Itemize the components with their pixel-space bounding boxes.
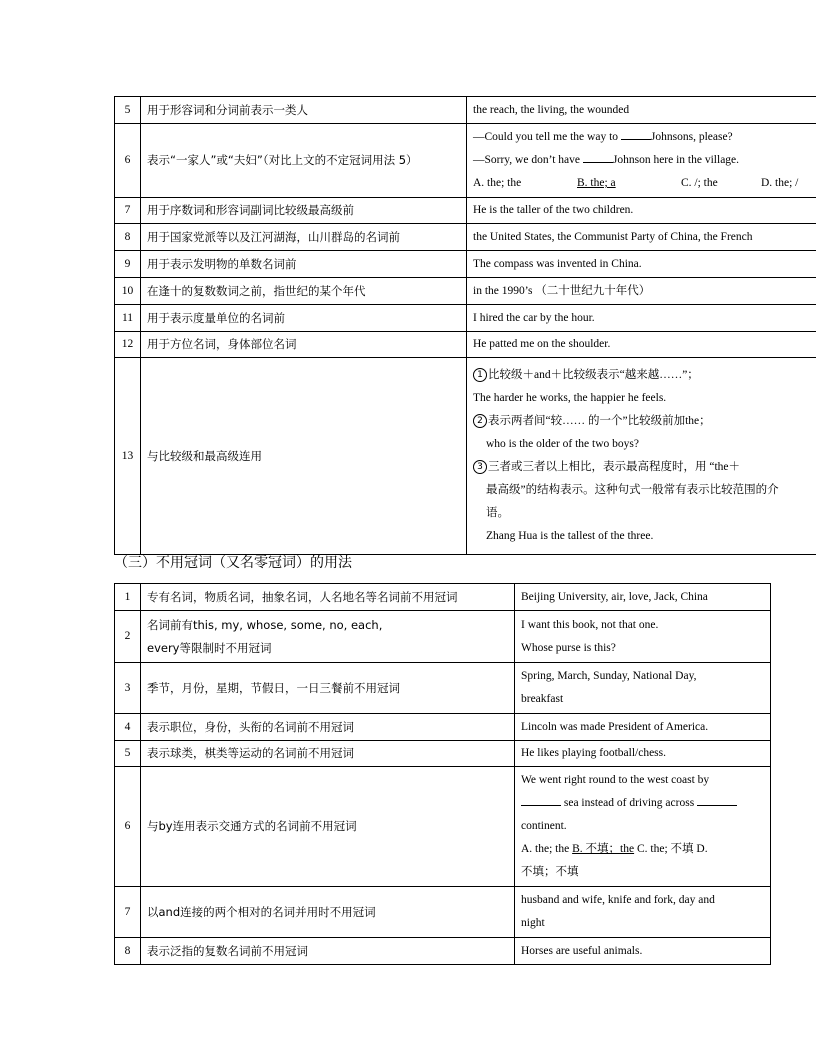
example-line: The harder he works, the happier he feels. — [473, 392, 667, 404]
usage-example: Horses are useful animals. — [515, 938, 771, 965]
usage-rule: 用于序数词和形容词副词比较级最高级前 — [141, 198, 467, 224]
example-line: husband and wife, knife and fork, day and — [521, 894, 715, 906]
usage-rule: 用于方位名词，身体部位名词 — [141, 332, 467, 358]
example-line: I want this book, not that one. — [521, 618, 659, 631]
usage-rule: 表示“一家人”或“夫妇”（对比上文的不定冠词用法 5） — [141, 124, 467, 198]
rule-line: every等限制时不用冠词 — [147, 640, 272, 655]
usage-example: I hired the car by the hour. — [467, 305, 816, 332]
table-row — [115, 124, 816, 198]
example-question: —Could you tell me the way to Johnsons, please? — [473, 126, 816, 149]
table-row — [115, 97, 816, 124]
usage-rule: 在逢十的复数数词之前，指世纪的某个年代 — [141, 278, 467, 305]
answer-blank — [621, 128, 651, 140]
usage-rule: 以and连接的两个相对的名词并用时不用冠词 — [141, 887, 515, 938]
table-row — [115, 584, 771, 611]
table-row — [115, 887, 771, 938]
row-number: 1 — [115, 584, 141, 611]
table-row — [115, 714, 771, 741]
answer-blank — [697, 794, 737, 806]
usage-rule: 与by连用表示交通方式的名词前不用冠词 — [141, 767, 515, 887]
row-number: 12 — [115, 332, 141, 358]
definite-article-usage-table — [114, 96, 816, 555]
usage-rule: 与比较级和最高级连用 — [141, 358, 467, 555]
circled-number-marker: 3 — [473, 460, 487, 474]
circled-number-marker: 2 — [473, 414, 487, 428]
usage-rule: 用于表示度量单位的名词前 — [141, 305, 467, 332]
answer-options — [473, 172, 816, 195]
example-line: sea instead of driving across — [521, 792, 764, 815]
example-line: breakfast — [521, 693, 564, 705]
usage-rule: 季节，月份，星期，节假日，一日三餐前不用冠词 — [141, 663, 515, 714]
table-row — [115, 332, 816, 358]
usage-rule: 用于国家党派等以及江河湖海，山川群岛的名词前 — [141, 224, 467, 251]
usage-example: the United States, the Communist Party of China, the French — [467, 224, 816, 251]
table-row — [115, 224, 816, 251]
example-line: 不填；不填 — [521, 866, 579, 878]
option-d: D. — [696, 843, 708, 855]
table-row — [115, 741, 771, 767]
table-row — [115, 767, 771, 887]
answer-blank — [521, 794, 561, 806]
table-row — [115, 198, 816, 224]
row-number: 9 — [115, 251, 141, 278]
usage-rule: 专有名词，物质名词，抽象名词，人名地名等名词前不用冠词 — [141, 584, 515, 611]
row-number: 7 — [115, 887, 141, 938]
row-number: 6 — [115, 124, 141, 198]
row-number: 5 — [115, 741, 141, 767]
table-row — [115, 611, 771, 663]
row-number: 6 — [115, 767, 141, 887]
usage-rule: 用于形容词和分词前表示一类人 — [141, 97, 467, 124]
row-number: 8 — [115, 938, 141, 965]
usage-example: the reach, the living, the wounded — [467, 97, 816, 124]
usage-example — [515, 611, 771, 663]
usage-example — [515, 663, 771, 714]
example-line: continent. — [521, 820, 567, 832]
option-b: B. the; a — [577, 177, 616, 189]
usage-rule: 表示球类，棋类等运动的名词前不用冠词 — [141, 741, 515, 767]
usage-example: He patted me on the shoulder. — [467, 332, 816, 358]
answer-blank — [583, 151, 613, 163]
usage-example: Beijing University, air, love, Jack, China — [515, 584, 771, 611]
usage-example: in the 1990’s （二十世纪九十年代） — [467, 278, 816, 305]
table-row — [115, 278, 816, 305]
option-c: C. the; 不填 — [636, 843, 694, 855]
row-number: 5 — [115, 97, 141, 124]
usage-example — [467, 124, 816, 198]
example-line: We went right round to the west coast by — [521, 774, 710, 786]
usage-example — [515, 767, 771, 887]
example-line: 3 三者或三者以上相比，表示最高程度时，用 “the＋ — [473, 456, 816, 479]
usage-rule: 表示职位，身份，头衔的名词前不用冠词 — [141, 714, 515, 741]
circled-number-marker: 1 — [473, 368, 487, 382]
usage-example: Lincoln was made President of America. — [515, 714, 771, 741]
usage-rule — [141, 611, 515, 663]
example-line: night — [521, 917, 545, 929]
usage-example: The compass was invented in China. — [467, 251, 816, 278]
usage-example: He likes playing football/chess. — [515, 741, 771, 767]
example-line: 最高级”的结构表示。这种句式一般常有表示比较范围的介 — [486, 484, 779, 496]
row-number: 10 — [115, 278, 141, 305]
table-row — [115, 305, 816, 332]
option-b: B. 不填；the — [572, 843, 635, 855]
example-answer: —Sorry, we don’t have Johnson here in the village. — [473, 149, 816, 172]
section-heading: （三）不用冠词（又名零冠词）的用法 — [114, 555, 352, 571]
row-number: 11 — [115, 305, 141, 332]
row-number: 8 — [115, 224, 141, 251]
table-row — [115, 251, 816, 278]
row-number: 3 — [115, 663, 141, 714]
usage-rule: 表示泛指的复数名词前不用冠词 — [141, 938, 515, 965]
example-line: Spring, March, Sunday, National Day, — [521, 670, 697, 682]
example-line: Whose purse is this? — [521, 641, 616, 654]
example-line: Zhang Hua is the tallest of the three. — [486, 530, 654, 542]
example-line: who is the older of the two boys? — [486, 438, 639, 450]
option-a: A. the; the — [473, 177, 522, 189]
table-row — [115, 663, 771, 714]
example-line: 语。 — [486, 507, 509, 519]
rule-line: 名词前有this, my, whose, some, no, each, — [147, 617, 383, 632]
row-number: 4 — [115, 714, 141, 741]
table-row — [115, 358, 816, 555]
row-number: 2 — [115, 611, 141, 663]
zero-article-usage-table — [114, 583, 771, 965]
usage-rule: 用于表示发明物的单数名词前 — [141, 251, 467, 278]
usage-example — [467, 358, 816, 555]
row-number: 13 — [115, 358, 141, 555]
row-number: 7 — [115, 198, 141, 224]
example-line: 2 表示两者间“较…… 的一个”比较级前加the； — [473, 410, 816, 433]
option-a: A. the; the — [521, 843, 570, 855]
option-d: D. the; / — [761, 177, 799, 189]
answer-options — [521, 838, 764, 861]
usage-example: He is the taller of the two children. — [467, 198, 816, 224]
example-line: 1 比较级＋and＋比较级表示“越来越……”； — [473, 364, 816, 387]
usage-example — [515, 887, 771, 938]
option-c: C. /; the — [681, 177, 718, 189]
table-row — [115, 938, 771, 965]
